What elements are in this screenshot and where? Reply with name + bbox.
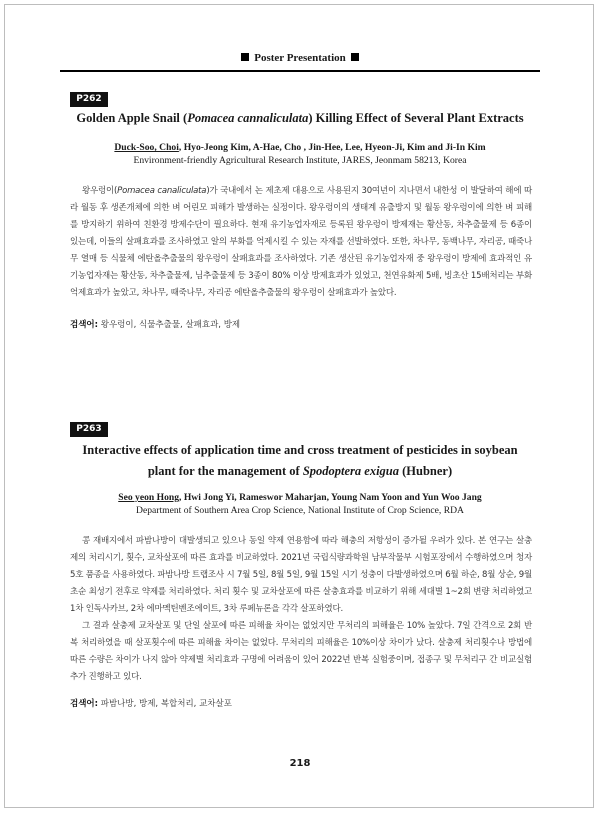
body-species: Pomacea canaliculata xyxy=(117,186,207,196)
abstract-authors xyxy=(60,141,540,167)
affiliation: Environment-friendly Agricultural Research Institute, JARES, Jeonmam 58213, Korea xyxy=(133,155,467,166)
abstract-paragraph: 콩 재배지에서 파밤나방이 대발생되고 있으나 동일 약제 연용함에 따라 해충의 저항성이 증가될 우려가 있다. 본 연구는 살충제의 처리시기, 횟수, 교차살포에 따른 효과를 비교하였다. 2021년 국립식량과학원 남부작물부 시험포장에서 수행하였으며 청자5호 품종을 사용하였다. 파밤나방 트랩조사 시 7월 5일, 8월 5일, 9월 15일 시기 성충이 다발생하였으며 6월 하순, 8월 상순, 9월 초순 최성기 전후로 약제를 처리하였다. 처리 횟수 및 교차살포에 따른 살충효과를 비교하기 위해 세대별 1~2회 변량 처리하였고 1차 인독사카브, 2차 에마멕틴벤조에이트, 3차 루페뉴론을 각각 살포하였다. xyxy=(70,536,532,614)
title-text: ) Killing Effect of Several Plant Extracts xyxy=(308,111,524,125)
affiliation: Department of Southern Area Crop Science, National Institute of Crop Science, RDA xyxy=(136,505,464,516)
title-text: Golden Apple Snail ( xyxy=(76,111,188,125)
square-bullet-icon xyxy=(351,53,359,61)
title-line: Interactive effects of application time and cross treatment of pesticides in soybean xyxy=(82,443,518,457)
co-authors: , Hwi Jong Yi, Rameswor Maharjan, Young Nam Yoon and Yun Woo Jang xyxy=(179,492,482,503)
title-line xyxy=(60,461,540,482)
abstract-paragraph: 그 결과 살충제 교차살포 및 단일 살포에 따른 피해율 차이는 없었지만 무처리의 피해율은 10% 높았다. 7일 간격으로 2회 반복 처리하였을 때 살포횟수에 따른 피해율 차이는 없었다. 무처리의 피해율은 10%이상 차이가 났다. 살충제 처리횟수나 방법에 따른 수량은 차이가 나지 않아 약제별 처리효과 구명에 어려움이 있어 2022년 반복 실험중이며, 접종구 및 무처리구 간 비교실험 추가 진행하고 있다. xyxy=(70,621,532,682)
abstract-title xyxy=(60,108,540,129)
abstract-paragraph xyxy=(70,183,532,302)
body-text: 왕우렁이( xyxy=(82,186,118,196)
title-text: plant for the management of xyxy=(147,464,303,478)
abstract-title xyxy=(60,440,540,482)
presenting-author: Seo yeon Hong xyxy=(118,492,180,503)
title-species: Spodoptera exigua xyxy=(302,464,400,478)
abstract-keywords xyxy=(70,697,532,709)
title-species: Pomacea cannaliculata xyxy=(187,111,309,125)
author-list xyxy=(60,141,540,154)
keywords-list: 파밤나방, 방제, 복합처리, 교차살포 xyxy=(98,699,232,709)
abstract-id-badge: P263 xyxy=(70,422,108,437)
abstract-body xyxy=(70,183,532,302)
author-list xyxy=(60,491,540,504)
section-header xyxy=(60,52,540,64)
abstract-body xyxy=(70,533,532,686)
square-bullet-icon xyxy=(241,53,249,61)
presenting-author: Duck-Soo, Choi xyxy=(114,142,179,153)
page-number: 218 xyxy=(289,758,311,769)
keywords-label: 검색어: xyxy=(70,699,99,709)
abstract-authors xyxy=(60,491,540,517)
keywords-label: 검색어: xyxy=(70,320,99,330)
header-rule xyxy=(60,70,540,72)
co-authors: , Hyo-Jeong Kim, A-Hae, Cho , Jin-Hee, Lee, Hyeon-Ji, Kim and Ji-In Kim xyxy=(178,142,486,153)
keywords-list: 왕우렁이, 식물추출물, 살패효과, 방제 xyxy=(98,320,241,330)
body-text: )가 국내에서 논 제초제 대용으로 사용된지 30여년이 지나면서 내한성 이 발달하여 해에 따라 월동 후 생존개체에 의한 벼 어린모 피해가 발생하는 실정이다. 왕우렁이의 생태계 유출방지 및 월동 왕우렁이에 의한 벼 피해를 방지하기 위하여 친환경 방제수단이 필요하다. 현재 유기농업자재로 등록된 왕우렁이 방제재는 황산동, 차추출물제 등 6종이 있는데, 이들의 살패효과를 조사하였고 알의 부화를 억제시킬 수 있는 자재를 선발하였다. 또한, 차나무, 동백나무, 자리공, 때죽나무 열매 등 식물체 에탄올추출물의 왕우렁이 살패효과를 조사하였다. 기존 생산된 유기농업자재 중 왕우렁이 방제에 효과적인 유기농업자재는 황산동, 차추출물제, 님추출물제 등 3종이 80% 이상 방제효과가 있었고, 천연유화제 5배, 빙초산 15배처리는 부화억제효과가 높았고, 차나무, 때죽나무, 자리공 에탄올추출물의 왕우렁이 살패효과가 높았다. xyxy=(70,186,532,298)
abstract-keywords xyxy=(70,318,532,330)
title-text: (Hubner) xyxy=(399,464,453,478)
abstract-id-badge: P262 xyxy=(70,92,108,107)
section-header-label: Poster Presentation xyxy=(254,52,346,64)
